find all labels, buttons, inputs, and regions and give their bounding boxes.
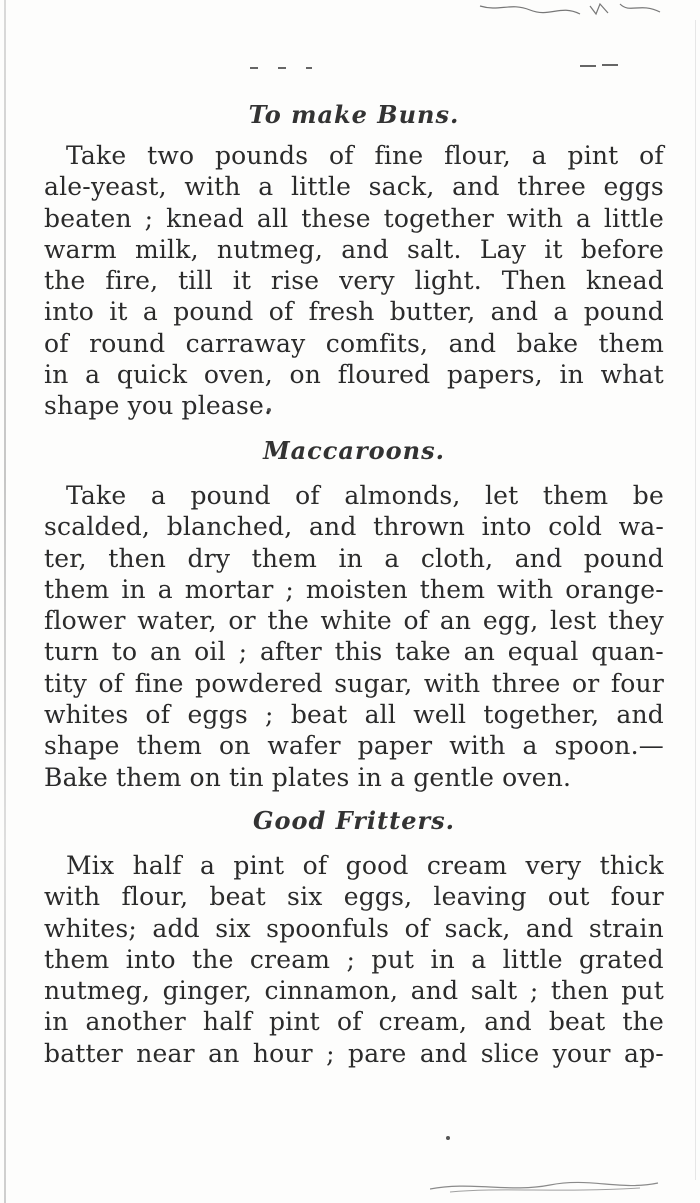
word: flower (44, 606, 126, 636)
word: equal (507, 637, 579, 667)
text-line (44, 203, 664, 234)
word: them (542, 481, 609, 510)
word: of (336, 1007, 362, 1037)
word: ; (238, 637, 248, 667)
word: sack, (368, 172, 435, 202)
word: of (329, 141, 354, 170)
word: shape (44, 731, 120, 761)
word: leaving (433, 882, 527, 912)
word: a (150, 481, 166, 510)
word: of (403, 606, 429, 636)
word: a (471, 944, 487, 974)
top-scan-marks (470, 0, 670, 22)
word: two (147, 141, 195, 170)
word: beaten (44, 203, 132, 233)
word: a (390, 762, 406, 792)
word: scalded, (44, 512, 151, 542)
word: fresh (308, 297, 375, 327)
word: shape (44, 391, 120, 421)
section-buns (44, 100, 664, 422)
word: oil (194, 637, 226, 667)
word: a (553, 297, 569, 327)
word: four (610, 882, 664, 912)
word: spoon.— (554, 731, 664, 761)
word: carraway (185, 328, 306, 358)
word: quick (116, 360, 188, 390)
word: little (502, 944, 563, 974)
word: be (632, 481, 664, 510)
word: or (228, 606, 256, 636)
text-line (44, 881, 664, 912)
word: in (430, 944, 455, 974)
word: cinnamon, (264, 976, 399, 1006)
text-line (44, 234, 664, 265)
word: it (109, 297, 128, 327)
word: put (621, 976, 664, 1006)
word: the (192, 944, 234, 974)
word: what (600, 360, 664, 390)
text-line (44, 296, 664, 327)
section-good-fritters (44, 806, 664, 1069)
word: pound (583, 297, 664, 327)
word: put (371, 944, 415, 974)
word: Take (66, 141, 127, 170)
word: them (44, 574, 110, 604)
text-line (44, 730, 664, 761)
word: and (341, 234, 389, 264)
word: before (580, 234, 664, 264)
word: light. (414, 266, 482, 296)
section-title: Good Fritters. (253, 806, 455, 835)
text-line (44, 543, 664, 574)
word: lest (550, 606, 597, 636)
word: six (287, 882, 323, 912)
word: an (208, 1038, 240, 1068)
word: an (439, 606, 472, 636)
word: spoonfuls (266, 913, 390, 943)
word: ; (285, 574, 294, 604)
word: gentle (413, 762, 495, 792)
word: together, (483, 700, 600, 730)
word: wafer (267, 731, 341, 761)
word: beat (209, 882, 266, 912)
word: in (559, 360, 584, 390)
word: round (89, 328, 166, 358)
word: and (308, 512, 357, 542)
word: add (152, 913, 200, 943)
word: them (598, 328, 664, 358)
word: moisten (305, 574, 408, 604)
word: ; (346, 944, 356, 974)
word: in (44, 1007, 69, 1037)
word: flour, (121, 882, 189, 912)
word: ale-yeast, (44, 172, 167, 202)
word: dry (187, 543, 231, 573)
page-left-edge (4, 0, 6, 1203)
word: of (145, 700, 171, 730)
word: four (610, 668, 664, 698)
text-line (44, 699, 664, 730)
text-line (44, 140, 664, 171)
word: into (481, 512, 532, 542)
word: another (85, 1007, 186, 1037)
text-line (44, 574, 664, 605)
word: whites (44, 700, 129, 730)
word: oven, (203, 360, 273, 390)
word: an (463, 637, 496, 667)
word: pare (348, 1038, 407, 1068)
word: a (157, 574, 173, 604)
word: good (345, 851, 409, 880)
word: thrown (373, 512, 465, 542)
word: them (44, 944, 110, 974)
text-line (44, 1038, 664, 1069)
word: eggs (187, 700, 248, 730)
section-title: To make Buns. (248, 100, 460, 129)
word: and (514, 543, 563, 573)
word: ; (265, 700, 274, 730)
word: with (449, 731, 506, 761)
word: Take (66, 481, 127, 510)
word: fire, (105, 266, 159, 296)
word: a (384, 543, 400, 573)
word: and (448, 328, 497, 358)
word: oven. (502, 762, 572, 792)
word: and (452, 172, 500, 202)
section-title: Maccaroons. (263, 436, 445, 465)
word: it (544, 234, 563, 264)
word: papers, (446, 360, 543, 390)
word: ; (144, 203, 154, 233)
word: eggs (603, 172, 664, 202)
word: you (127, 391, 174, 421)
word: water, (137, 606, 217, 636)
word: half (132, 851, 182, 880)
word: of (44, 328, 69, 358)
word: little (603, 203, 664, 233)
word: near (136, 1038, 195, 1068)
word: with (423, 668, 481, 698)
word: in (357, 762, 383, 792)
word: them (419, 574, 486, 604)
word: of (295, 481, 320, 510)
word: the (622, 1007, 664, 1037)
word: them (136, 731, 203, 761)
word: a (258, 172, 274, 202)
word: ; (529, 976, 539, 1006)
word: take (395, 637, 451, 667)
word: into (44, 297, 94, 327)
word: till (178, 266, 213, 296)
word: cloth, (420, 543, 494, 573)
word: rise (270, 266, 320, 296)
word: this (334, 637, 383, 667)
word: and (490, 297, 539, 327)
text-line (44, 975, 664, 1006)
word: these (301, 203, 371, 233)
word: pint (233, 851, 285, 880)
word: and (616, 700, 664, 730)
word: well (413, 700, 467, 730)
word: and (484, 1007, 532, 1037)
word: beat (548, 1007, 606, 1037)
text-line (44, 668, 664, 699)
word: ter, (44, 543, 87, 573)
word: ginger, (162, 976, 253, 1006)
word: in (121, 574, 146, 604)
word: and (525, 913, 574, 943)
word: it (232, 266, 252, 296)
word: whites; (44, 913, 137, 943)
word: they (608, 606, 664, 636)
text-line (44, 605, 664, 636)
word: on (218, 731, 251, 761)
word: in (338, 543, 363, 573)
word: all (364, 700, 397, 730)
text-line (44, 636, 664, 667)
word: tin (229, 762, 264, 792)
word: beat (290, 700, 348, 730)
word: floured (337, 360, 431, 390)
word: fine (374, 141, 424, 170)
word: cream (426, 851, 508, 880)
text-line (44, 390, 664, 421)
word: orange- (565, 574, 664, 604)
word: of (302, 851, 328, 880)
word: of (98, 668, 124, 698)
word: hour (252, 1038, 313, 1068)
word: grated (578, 944, 664, 974)
word: ap- (623, 1038, 664, 1068)
word: with (506, 203, 564, 233)
word: turn (44, 637, 99, 667)
word: mortar (184, 574, 274, 604)
word: then (550, 976, 609, 1006)
word: let (484, 481, 519, 510)
word: of (404, 913, 430, 943)
word: in (44, 360, 69, 390)
word: of (268, 297, 294, 327)
word: pint (567, 141, 619, 170)
word: them (116, 762, 182, 792)
word: sack, (444, 913, 511, 943)
word: strain (588, 913, 664, 943)
word: with (184, 172, 241, 202)
text-line (44, 359, 664, 390)
word: on (289, 360, 322, 390)
word: your (552, 1038, 611, 1068)
word: Bake (44, 762, 109, 792)
word: a (522, 731, 538, 761)
word: half (202, 1007, 252, 1037)
word: cream, (378, 1007, 468, 1037)
word: salt (470, 976, 518, 1006)
word: thick (599, 851, 664, 880)
word: the (267, 606, 309, 636)
word: ; (326, 1038, 335, 1068)
word: and (419, 1038, 468, 1068)
word: a (575, 203, 592, 233)
word: a (142, 297, 158, 327)
word: a (531, 141, 547, 170)
word: butter, (389, 297, 476, 327)
word: together (383, 203, 494, 233)
word: Mix (66, 851, 115, 880)
word: egg, (482, 606, 539, 636)
word: cold (548, 512, 603, 542)
word: six (215, 913, 251, 943)
word: into (125, 944, 176, 974)
text-line (44, 480, 664, 511)
top-dash-marks (250, 60, 630, 72)
word: three (491, 668, 561, 698)
word: them (251, 543, 318, 573)
word: powdered (195, 668, 323, 698)
word: sugar, (334, 668, 413, 698)
text-line (44, 762, 664, 793)
text-line (44, 511, 664, 542)
text-line (44, 850, 664, 881)
page-right-edge (695, 20, 696, 1180)
word: almonds, (344, 481, 461, 510)
text-line (44, 913, 664, 944)
word: then (108, 543, 167, 573)
word: the (44, 266, 86, 296)
text-line (44, 171, 664, 202)
word: after (259, 637, 322, 667)
word: pint (268, 1007, 320, 1037)
word: bake (516, 328, 579, 358)
word: plates (271, 762, 350, 792)
word: a (199, 851, 216, 880)
word: on (189, 762, 222, 792)
word: very (339, 266, 395, 296)
word: warm (44, 234, 117, 264)
word: pound (583, 543, 664, 573)
word: white (320, 606, 392, 636)
section-maccaroons (44, 436, 664, 793)
word: quan- (591, 637, 664, 667)
word: knead (166, 203, 245, 233)
word: to (111, 637, 138, 667)
word: salt. (406, 234, 462, 264)
word: with (497, 574, 554, 604)
word: milk, (134, 234, 199, 264)
word: out (547, 882, 590, 912)
word: with (44, 882, 101, 912)
word: Then (501, 266, 567, 296)
word: cream (249, 944, 331, 974)
word: or (571, 668, 600, 698)
word: batter (44, 1038, 123, 1068)
word: wa- (618, 512, 664, 542)
word: a (85, 360, 101, 390)
word: of (639, 141, 664, 170)
word: please. (181, 391, 273, 421)
word: three (517, 172, 586, 202)
bottom-scan-marks (430, 1177, 660, 1195)
text-line (44, 944, 664, 975)
word: tity (44, 668, 88, 698)
word: paper (357, 731, 433, 761)
word: pounds (214, 141, 309, 170)
word: eggs, (343, 882, 413, 912)
word: flour, (444, 141, 511, 170)
word: knead (586, 266, 664, 296)
word: comfits, (325, 328, 429, 358)
text-line (44, 328, 664, 359)
stray-dot-mark (446, 1136, 450, 1140)
text-line (44, 1006, 664, 1037)
word: nutmeg, (44, 976, 151, 1006)
word: little (290, 172, 352, 202)
word: and (410, 976, 459, 1006)
word: blanched, (166, 512, 293, 542)
word: fine (134, 668, 184, 698)
word: Lay (479, 234, 527, 264)
text-line (44, 265, 664, 296)
word: nutmeg, (216, 234, 324, 264)
word: an (150, 637, 182, 667)
word: pound (190, 481, 271, 510)
word: all (256, 203, 289, 233)
word: pound (173, 297, 254, 327)
word: very (525, 851, 582, 880)
word: slice (480, 1038, 540, 1068)
